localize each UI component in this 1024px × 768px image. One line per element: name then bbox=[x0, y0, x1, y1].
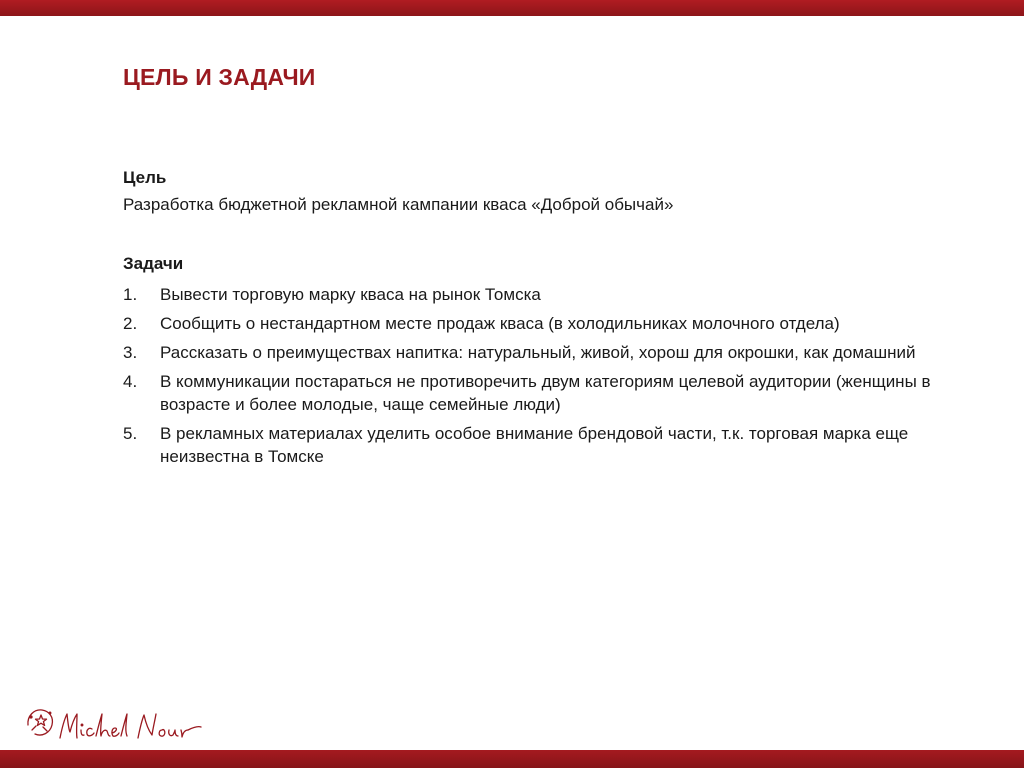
task-item-1 bbox=[123, 283, 983, 306]
task-item-2 bbox=[123, 312, 983, 335]
tasks-list bbox=[123, 283, 983, 474]
task-number: 3. bbox=[123, 343, 138, 362]
task-text: Рассказать о преимуществах напитка: натуральный, живой, хорош для окрошки, как домашний bbox=[160, 343, 916, 362]
task-number: 5. bbox=[123, 424, 138, 443]
bottom-bar bbox=[0, 750, 1024, 768]
task-number: 1. bbox=[123, 285, 138, 304]
task-number: 2. bbox=[123, 314, 138, 333]
task-item-3 bbox=[123, 341, 983, 364]
goal-text: Разработка бюджетной рекламной кампании кваса «Доброй обычай» bbox=[123, 195, 674, 214]
star-emblem-icon bbox=[28, 710, 53, 735]
goal-heading: Цель bbox=[123, 168, 167, 187]
task-number: 4. bbox=[123, 372, 138, 391]
michel-nour-logo bbox=[22, 700, 202, 748]
tasks-heading: Задачи bbox=[123, 254, 184, 273]
slide-title: ЦЕЛЬ И ЗАДАЧИ bbox=[123, 64, 316, 90]
task-text: Сообщить о нестандартном месте продаж кваса (в холодильниках молочного отдела) bbox=[160, 314, 840, 333]
top-bar bbox=[0, 0, 1024, 16]
task-text: В коммуникации постараться не противоречить двум категориям целевой аудитории (женщины в возрасте и более молодые, чаще семейные люди) bbox=[160, 372, 931, 414]
task-item-5 bbox=[123, 422, 983, 468]
task-item-4 bbox=[123, 370, 983, 416]
task-text: Вывести торговую марку кваса на рынок Томска bbox=[160, 285, 541, 304]
task-text: В рекламных материалах уделить особое внимание брендовой части, т.к. торговая марка еще неизвестна в Томске bbox=[160, 424, 909, 466]
